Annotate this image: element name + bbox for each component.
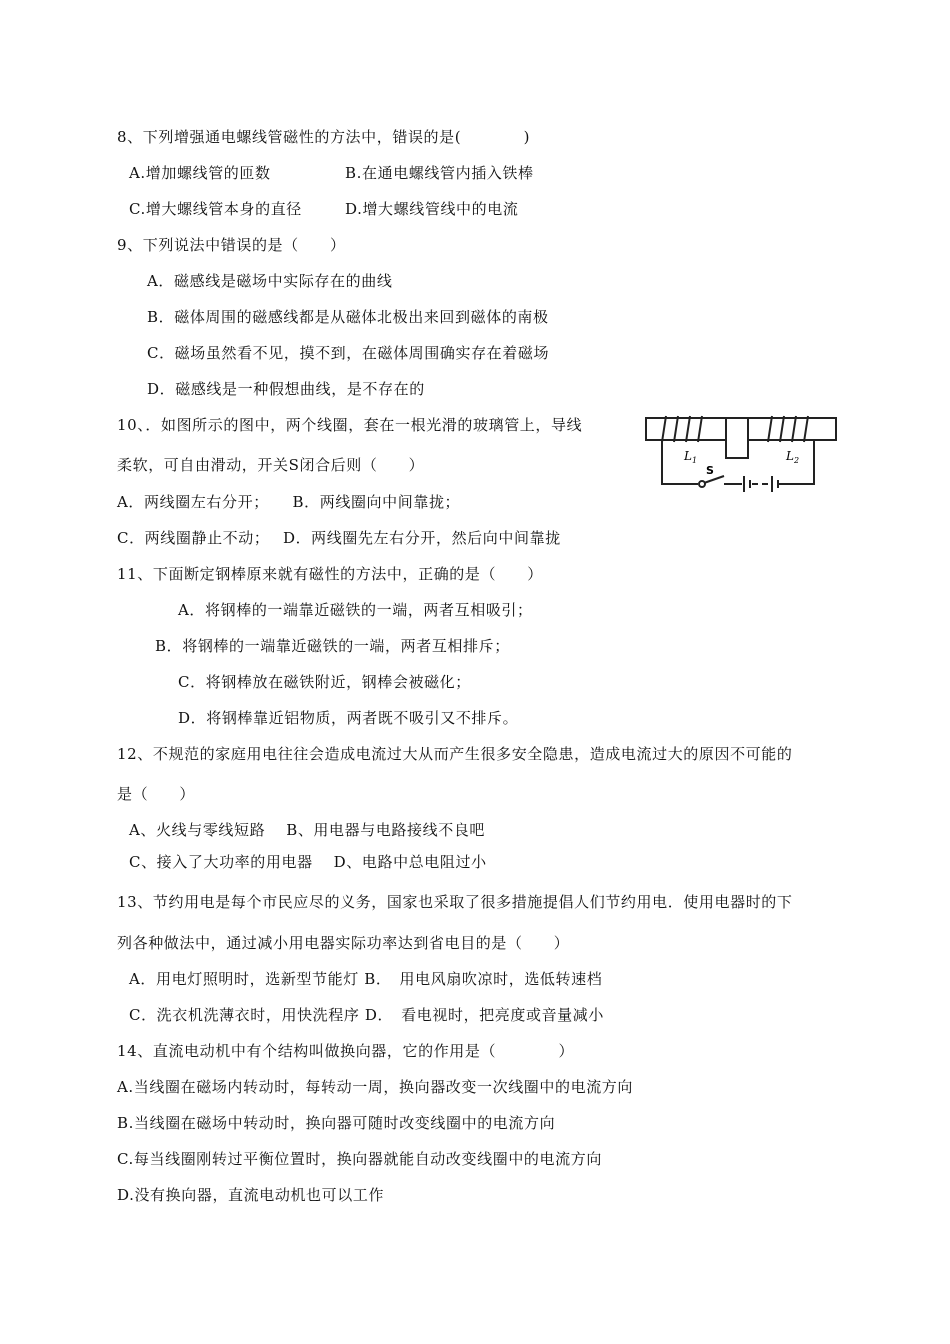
- q13-stem-line1: 13、节约用电是每个市民应尽的义务，国家也采取了很多措施提倡人们节约用电．使用电器时的下: [117, 893, 793, 911]
- q9-option-d: D．磁感线是一种假想曲线，是不存在的: [147, 380, 425, 398]
- q8-option-b: B.在通电螺线管内插入铁棒: [345, 164, 534, 182]
- coil-label-l1-letter: L: [684, 449, 692, 463]
- q14-option-c: C.每当线圈刚转过平衡位置时，换向器就能自动改变线圈中的电流方向: [117, 1150, 602, 1168]
- q10-options-ab: A．两线圈左右分开； B．两线圈向中间靠拢；: [117, 493, 461, 511]
- q9-option-b: B．磁体周围的磁感线都是从磁体北极出来回到磁体的南极: [147, 308, 549, 326]
- q14-option-d: D.没有换向器，直流电动机也可以工作: [117, 1186, 385, 1204]
- left-coil-windings: [662, 416, 702, 442]
- q11-option-d: D．将钢棒靠近铝物质，两者既不吸引又不排斥。: [178, 709, 519, 727]
- q14-stem: 14、直流电动机中有个结构叫做换向器，它的作用是（ ）: [117, 1042, 575, 1060]
- q8-option-c: C.增大螺线管本身的直径: [129, 200, 302, 218]
- q13-options-ab: A．用电灯照明时，选新型节能灯 B． 用电风扇吹凉时，选低转速档: [129, 970, 603, 988]
- q12-options-cd: C、接入了大功率的用电器 D、电路中总电阻过小: [129, 853, 487, 871]
- switch-label-s: S: [706, 464, 714, 477]
- q9-option-c: C．磁场虽然看不见，摸不到，在磁体周围确实存在着磁场: [147, 344, 550, 362]
- q9-option-a: A．磁感线是磁场中实际存在的曲线: [147, 272, 393, 290]
- switch-pivot: [699, 481, 705, 487]
- coil-label-l1-sub: 1: [691, 456, 698, 465]
- q11-stem: 11、下面断定钢棒原来就有磁性的方法中，正确的是（ ）: [117, 565, 543, 583]
- switch-lever: [704, 476, 724, 483]
- q8-stem: 8、下列增强通电螺线管磁性的方法中，错误的是( ): [117, 128, 531, 146]
- center-block: [726, 418, 748, 458]
- q10-stem-line1: 10、．如图所示的图中，两个线圈，套在一根光滑的玻璃管上，导线: [117, 416, 583, 434]
- q10-stem-line2: 柔软，可自由滑动，开关S闭合后则（ ）: [117, 456, 425, 474]
- q11-option-a: A．将钢棒的一端靠近磁铁的一端，两者互相吸引；: [178, 601, 533, 619]
- q9-stem: 9、下列说法中错误的是（ ）: [117, 236, 346, 254]
- q13-options-cd: C．洗衣机洗薄衣时，用快洗程序 D． 看电视时，把亮度或音量减小: [129, 1006, 604, 1024]
- battery-cell-2: [772, 476, 778, 492]
- q11-option-c: C．将钢棒放在磁铁附近，钢棒会被磁化；: [178, 673, 471, 691]
- coil-label-l1: [683, 449, 697, 465]
- q14-option-a: A.当线圈在磁场内转动时，每转动一周，换向器改变一次线圈中的电流方向: [117, 1078, 634, 1096]
- coil-label-l2-letter: L: [786, 449, 794, 463]
- q10-options-cd: C．两线圈静止不动； D．两线圈先左右分开，然后向中间靠拢: [117, 529, 561, 547]
- q12-options-ab: A、火线与零线短路 B、用电器与电路接线不良吧: [129, 821, 486, 839]
- right-coil-windings: [768, 416, 808, 442]
- coil-label-l2-sub: 2: [793, 456, 800, 465]
- q14-option-b: B.当线圈在磁场中转动时，换向器可随时改变线圈中的电流方向: [117, 1114, 556, 1132]
- q11-option-b: B．将钢棒的一端靠近磁铁的一端，两者互相排斥；: [155, 637, 510, 655]
- q13-stem-line2: 列各种做法中，通过减小用电器实际功率达到省电目的是（ ）: [117, 934, 570, 952]
- q8-option-d: D.增大螺线管线中的电流: [345, 200, 519, 218]
- q12-stem-line2: 是（ ）: [117, 785, 196, 803]
- q12-stem-line1: 12、不规范的家庭用电往往会造成电流过大从而产生很多安全隐患，造成电流过大的原因不可能的: [117, 745, 793, 763]
- battery-cell-1: [744, 476, 750, 492]
- solenoid-circuit-figure: [640, 412, 845, 504]
- coil-label-l2: [785, 449, 799, 465]
- q8-option-a: A.增加螺线管的匝数: [129, 164, 271, 182]
